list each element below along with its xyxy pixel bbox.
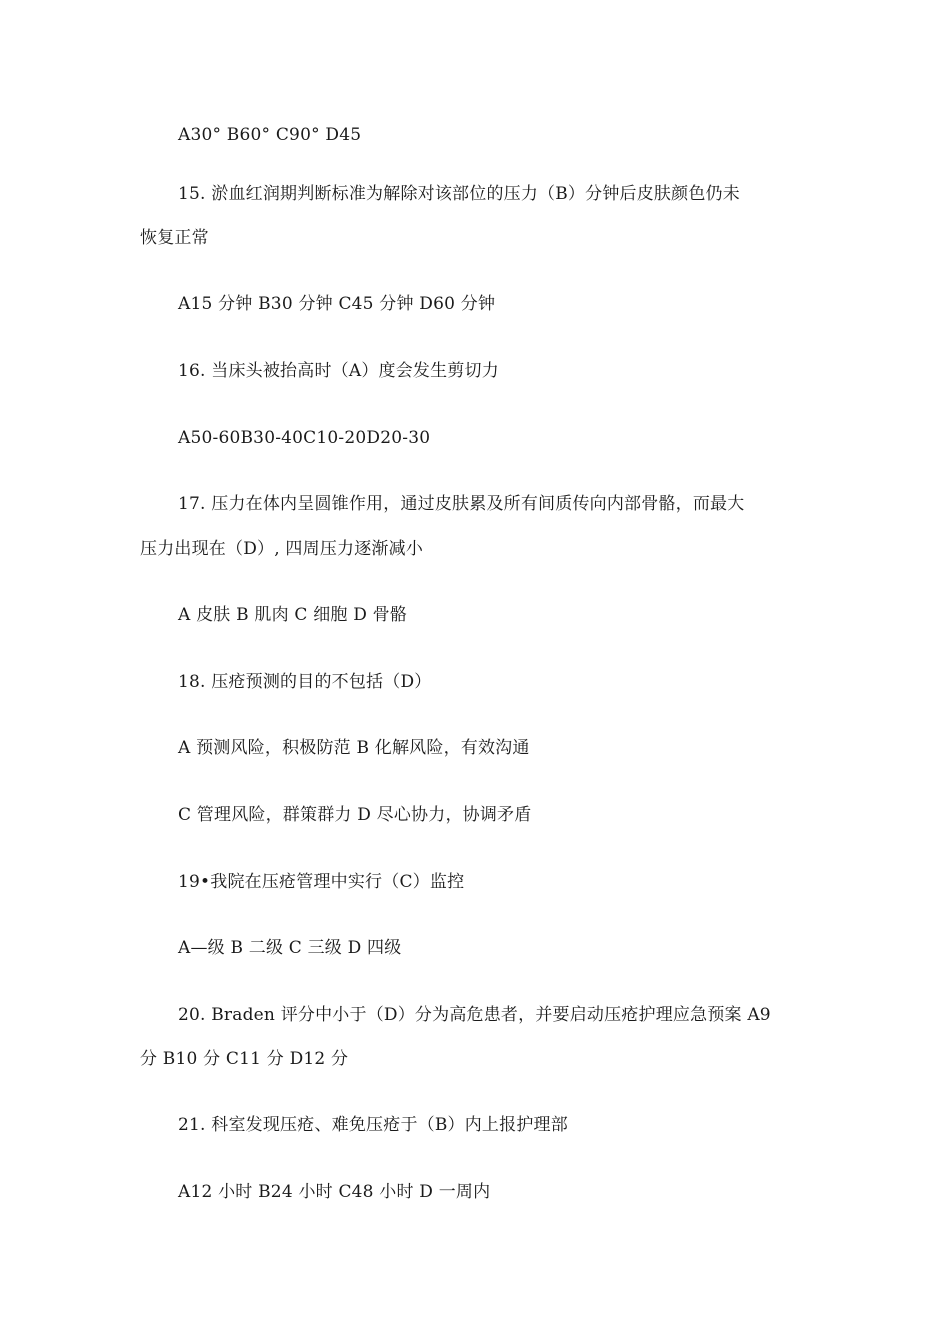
q14-options: A30° B60° C90° D45 <box>178 125 362 145</box>
q15-options: A15 分钟 B30 分钟 C45 分钟 D60 分钟 <box>178 294 496 314</box>
q15-stem: 15. 淤血红润期判断标准为解除对该部位的压力（B）分钟后皮肤颜色仍未 <box>178 184 740 204</box>
q18-options-ab: A 预测风险，积极防范 B 化解风险，有效沟通 <box>178 738 530 758</box>
q20-options: 分 B10 分 C11 分 D12 分 <box>140 1049 349 1069</box>
q16-stem: 16. 当床头被抬高时（A）度会发生剪切力 <box>178 361 499 381</box>
q19-stem: 19•我院在压疮管理中实行（C）监控 <box>178 872 465 892</box>
q19-options: A—级 B 二级 C 三级 D 四级 <box>178 938 402 958</box>
q16-options: A50-60B30-40C10-20D20-30 <box>178 428 431 448</box>
q17-stem-continued: 压力出现在（D）, 四周压力逐渐减小 <box>140 539 424 559</box>
q17-options: A 皮肤 B 肌肉 C 细胞 D 骨骼 <box>178 605 408 625</box>
q17-stem: 17. 压力在体内呈圆锥作用，通过皮肤累及所有间质传向内部骨骼，而最大 <box>178 494 745 514</box>
q21-options: A12 小时 B24 小时 C48 小时 D 一周内 <box>178 1182 491 1202</box>
q18-stem: 18. 压疮预测的目的不包括（D） <box>178 672 432 692</box>
q15-stem-continued: 恢复正常 <box>140 228 209 248</box>
q18-options-cd: C 管理风险，群策群力 D 尽心协力，协调矛盾 <box>178 805 532 825</box>
q20-stem: 20. Braden 评分中小于（D）分为高危患者，并要启动压疮护理应急预案 A9 <box>178 1005 771 1025</box>
q21-stem: 21. 科室发现压疮、难免压疮于（B）内上报护理部 <box>178 1115 568 1135</box>
